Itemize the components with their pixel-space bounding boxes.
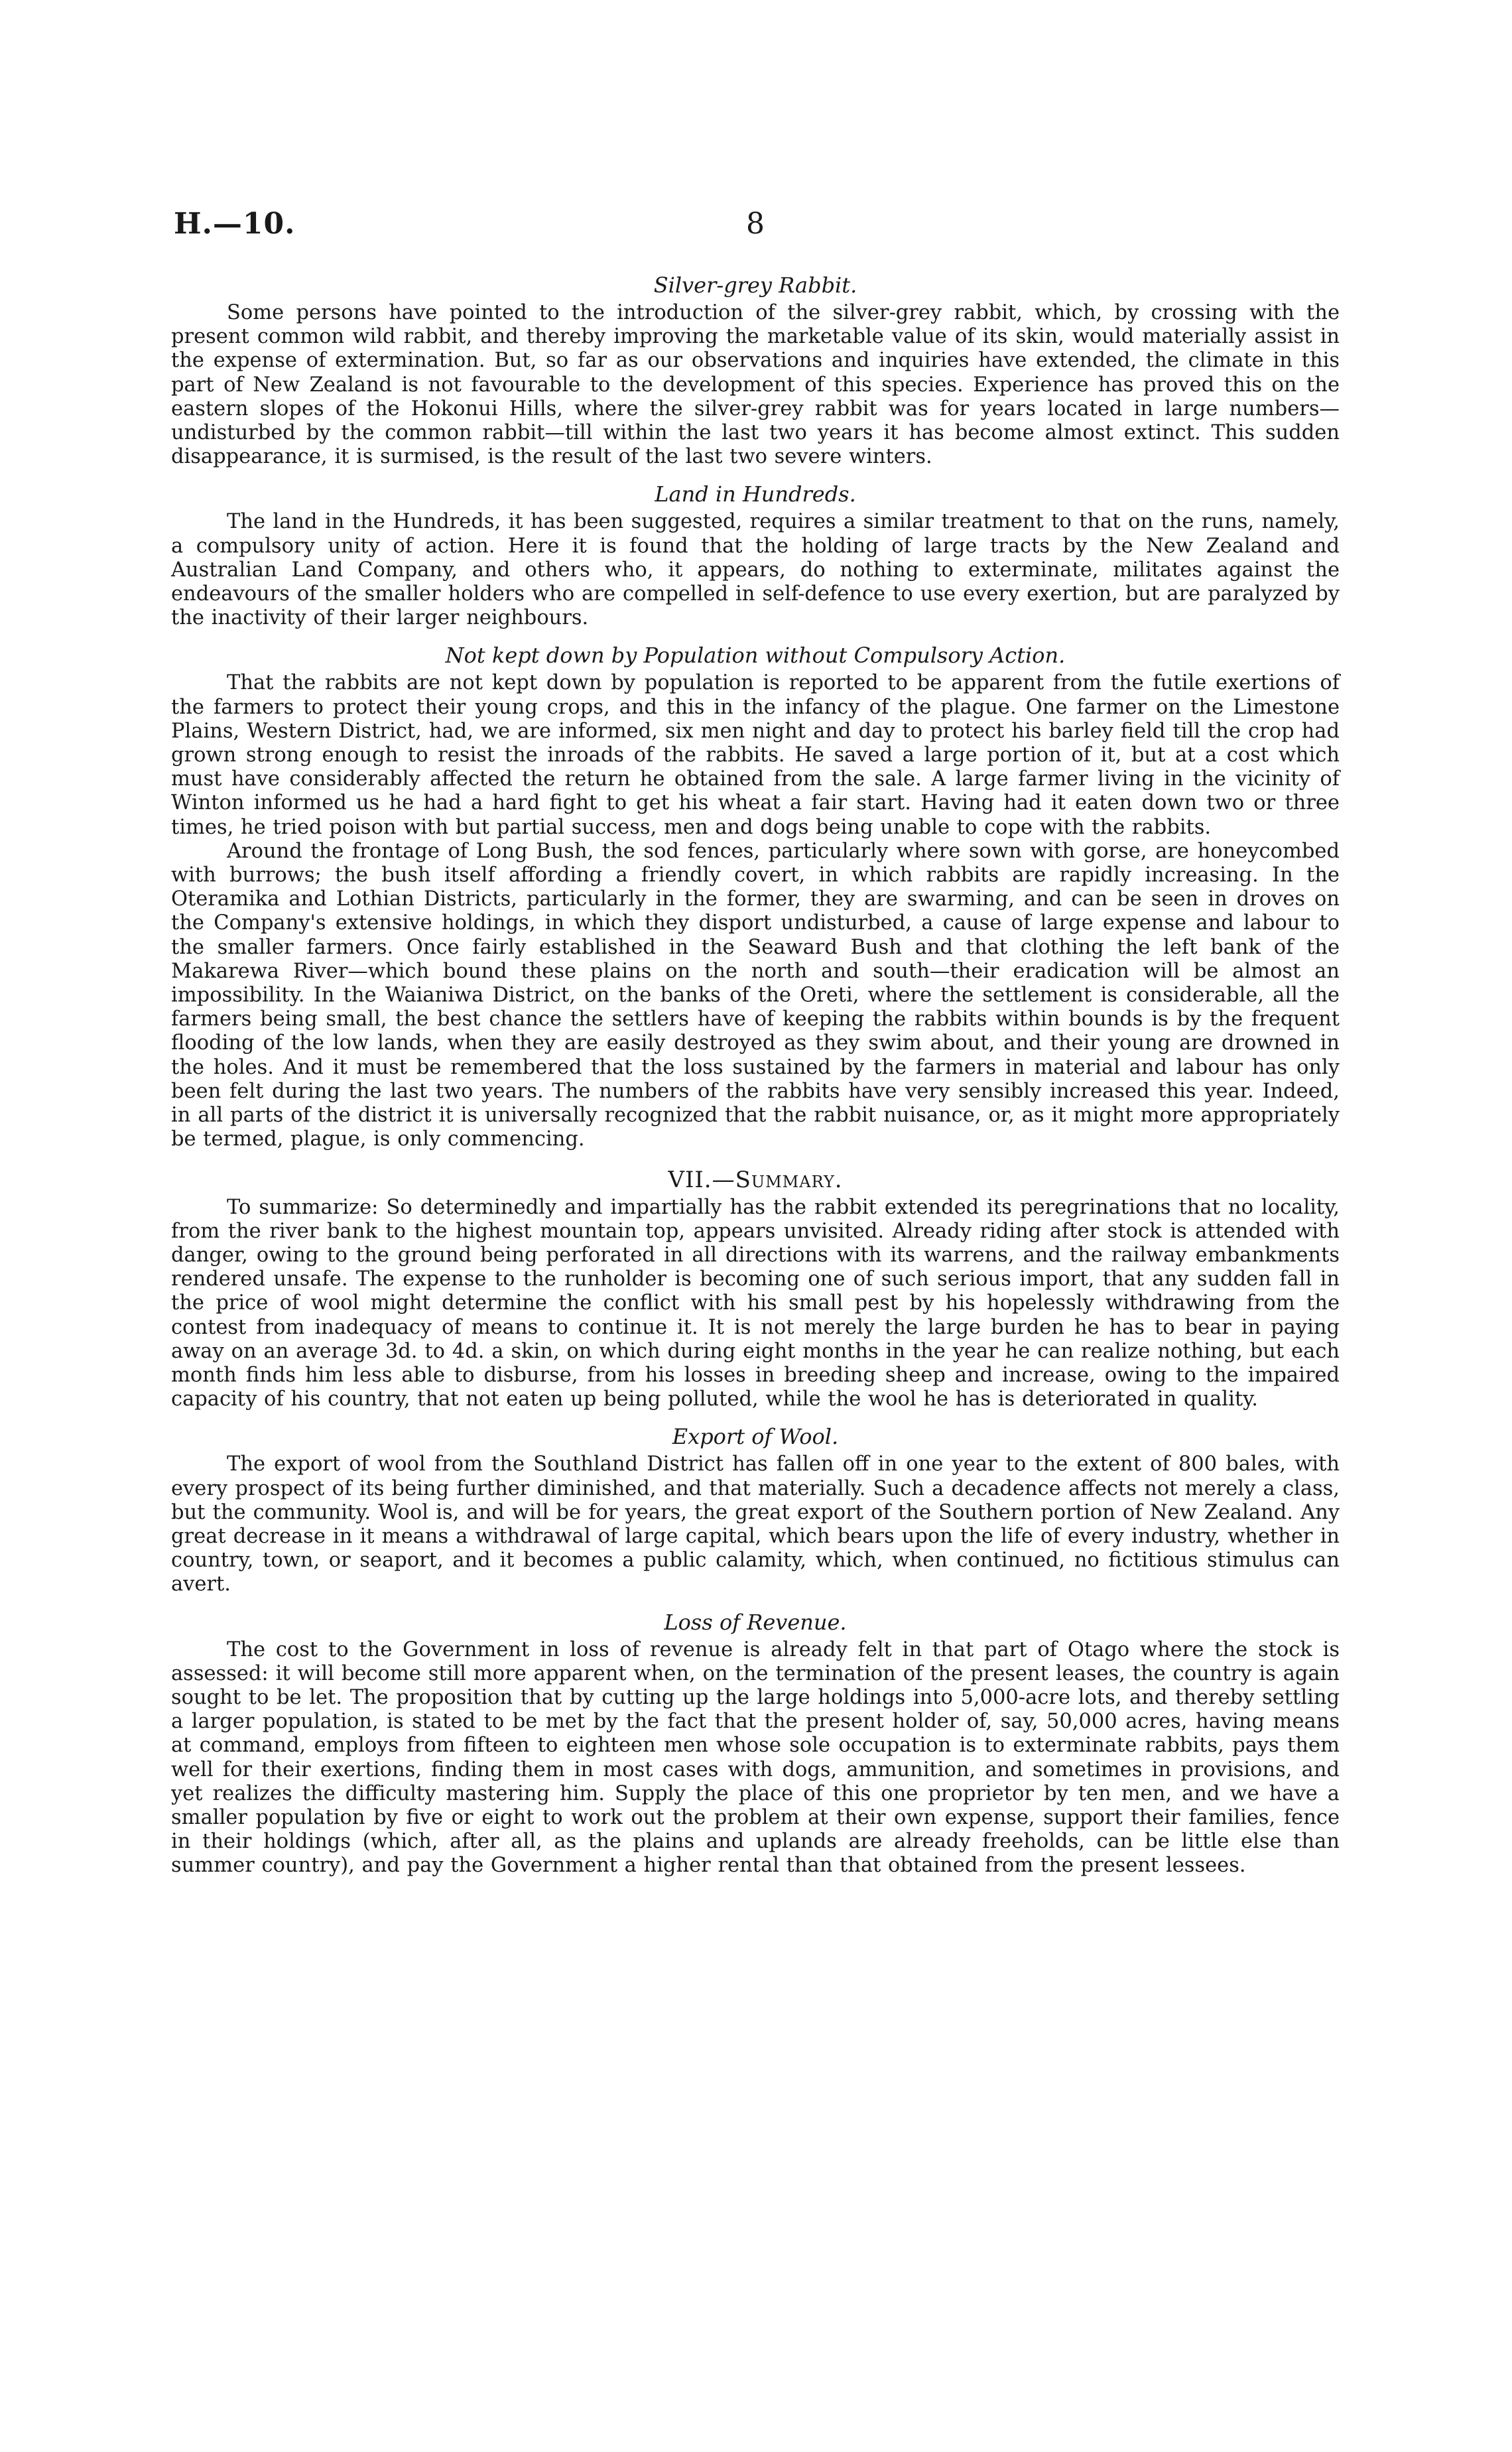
page-number: 8 [746,207,765,241]
section-export-of-wool [171,1423,1340,1596]
section-heading: VII.—Summary. [668,1166,843,1193]
page-header [171,207,1340,245]
section-summary [171,1167,1340,1412]
paragraph: That the rabbits are not kept down by population is reported to be apparent from the futile exertions of the farmers to protect their young crops, and this in the infancy of the plague. One farmer on the Limestone Plains, Western District, had, we are informed, six men night and day to protect his barley field till the crop had grown strong enough to resist the inroads of the rabbits. He saved a large portion of it, but at a cost which must have considerably affected the return he obtained from the sale. A large farmer living in the vicinity of Winton informed us he had a hard fight to get his wheat a fair start. Having had it eaten down two or three times, he tried poison with but partial success, men and dogs being unable to cope with the rabbits. [171,671,1340,839]
paragraph: The export of wool from the Southland District has fallen off in one year to the extent of 800 bales, with every prospect of its being further diminished, and that materially. Such a decadence affects not merely a class, but the community. Wool is, and will be for years, the great export of the Southern portion of New Zealand. Any great decrease in it means a withdrawal of large capital, which bears upon the life of every industry, whether in country, town, or seaport, and it becomes a public calamity, which, when continued, no fictitious stimulus can avert. [171,1452,1340,1596]
paragraph: The land in the Hundreds, it has been suggested, requires a similar treatment to that on the runs, namely, a compulsory unity of action. Here it is found that the holding of large tracts by the New Zealand and Australian Land Company, and others who, it appears, do nothing to exterminate, militates against the endeavours of the smaller holders who are compelled in self-defence to use every exertion, but are paralyzed by the inactivity of their larger neighbours. [171,510,1340,630]
section-not-kept-down [171,642,1340,1151]
paragraph: To summarize: So determinedly and impartially has the rabbit extended its peregrinations that no locality, from the river bank to the highest mountain top, appears unvisited. Already riding after stock is attended with danger, owing to the ground being perforated in all directions with its warrens, and the railway embankments rendered unsafe. The expense to the runholder is becoming one of such serious import, that any sudden fall in the price of wool might determine the conflict with his small pest by his hopelessly withdrawing from the contest from inadequacy of means to continue it. It is not merely the large burden he has to bear in paying away on an average 3d. to 4d. a skin, on which during eight months in the year he can realize nothing, but each month finds him less able to disburse, from his losses in breeding sheep and increase, owing to the impaired capacity of his country, that not eaten up being polluted, while the wool he has is deteriorated in quality. [171,1195,1340,1411]
section-heading: Loss of Revenue. [664,1609,847,1635]
section-heading: Not kept down by Population without Compulsory Action. [445,643,1066,669]
document-reference: H.—10. [174,207,296,241]
paragraph: Around the frontage of Long Bush, the sod fences, particularly where sown with gorse, are honeycombed with burrows; the bush itself affording a friendly covert, in which rabbits are rapidly increasing. In the Oteramika and Lothian Districts, particularly in the former, they are swarming, and can be seen in droves on the Company's extensive holdings, in which they disport undisturbed, a cause of large expense and labour to the smaller farmers. Once fairly established in the Seaward Bush and that clothing the left bank of the Makarewa River—which bound these plains on the north and south—their eradication will be almost an impossibility. In the Waianiwa District, on the banks of the Oreti, where the settlement is considerable, all the farmers being small, the best chance the settlers have of keeping the rabbits within bounds is by the frequent flooding of the low lands, when they are easily destroyed as they swim about, and their young are drowned in the holes. And it must be remembered that the loss sustained by the farmers in material and labour has only been felt during the last two years. The numbers of the rabbits have very sensibly increased this year. Indeed, in all parts of the district it is universally recognized that the rabbit nuisance, or, as it might more appropriately be termed, plague, is only commencing. [171,839,1340,1151]
paragraph: Some persons have pointed to the introduction of the silver-grey rabbit, which, by crossing with the present common wild rabbit, and thereby improving the marketable value of its skin, would materially assist in the expense of extermination. But, so far as our observations and inquiries have extended, the climate in this part of New Zealand is not favourable to the development of this species. Experience has proved this on the eastern slopes of the Hokonui Hills, where the silver-grey rabbit was for years located in large numbers—undisturbed by the common rabbit—till within the last two years it has become almost extinct. This sudden disappearance, it is surmised, is the result of the last two severe winters. [171,301,1340,469]
section-loss-of-revenue [171,1609,1340,1878]
section-heading: Land in Hundreds. [655,482,856,507]
document-page [171,207,1340,1878]
section-silver-grey-rabbit [171,272,1340,469]
paragraph: The cost to the Government in loss of revenue is already felt in that part of Otago where the stock is assessed: it will become still more apparent when, on the termination of the present leases, the country is again sought to be let. The proposition that by cutting up the large holdings into 5,000-acre lots, and thereby settling a larger population, is stated to be met by the fact that the present holder of, say, 50,000 acres, having means at command, employs from fifteen to eighteen men whose sole occupation is to exterminate rabbits, pays them well for their exertions, finding them in most cases with dogs, ammunition, and sometimes in provisions, and yet realizes the difficulty mastering him. Supply the place of this one proprietor by ten men, and we have a smaller population by five or eight to work out the problem at their own expense, support their families, fence in their holdings (which, after all, as the plains and uplands are already freeholds, can be little else than summer country), and pay the Government a higher rental than that obtained from the present lessees. [171,1638,1340,1878]
section-heading: Silver-grey Rabbit. [653,273,857,298]
section-land-in-hundreds [171,481,1340,630]
section-heading: Export of Wool. [672,1424,839,1450]
